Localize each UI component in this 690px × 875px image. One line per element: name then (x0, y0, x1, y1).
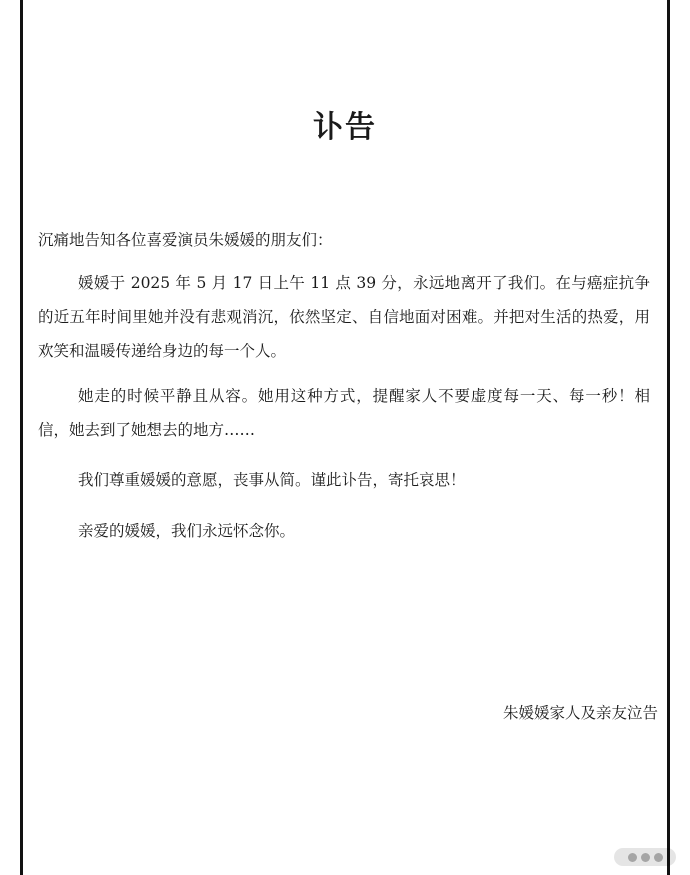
watermark-dot-icon (654, 853, 663, 862)
watermark-icon (614, 848, 676, 866)
watermark-dot-icon (628, 853, 637, 862)
paragraph-passing: 她走的时候平静且从容。她用这种方式，提醒家人不要虚度每一天、每一秒！相信，她去到了她想去的地方…… (38, 387, 650, 439)
document-title: 讣告 (313, 110, 377, 145)
watermark-dot-icon (641, 853, 650, 862)
salutation: 沉痛地告知各位喜爱演员朱媛媛的朋友们： (38, 231, 333, 249)
signature: 朱媛媛家人及亲友泣告 (502, 704, 658, 722)
paragraph-announcement: 媛媛于 2025 年 5 月 17 日上午 11 点 39 分，永远地离开了我们。在与癌症抗争的近五年时间里她并没有悲观消沉，依然坚定、自信地面对困难。并把对生活的热爱，用欢笑和温暖传递给身边的每一个人。 (38, 274, 650, 360)
paragraph-funeral: 我们尊重媛媛的意愿，丧事从简。谨此讣告，寄托哀思！ (78, 471, 466, 489)
paragraph-remembrance: 亲爱的媛媛，我们永远怀念你。 (78, 522, 296, 540)
